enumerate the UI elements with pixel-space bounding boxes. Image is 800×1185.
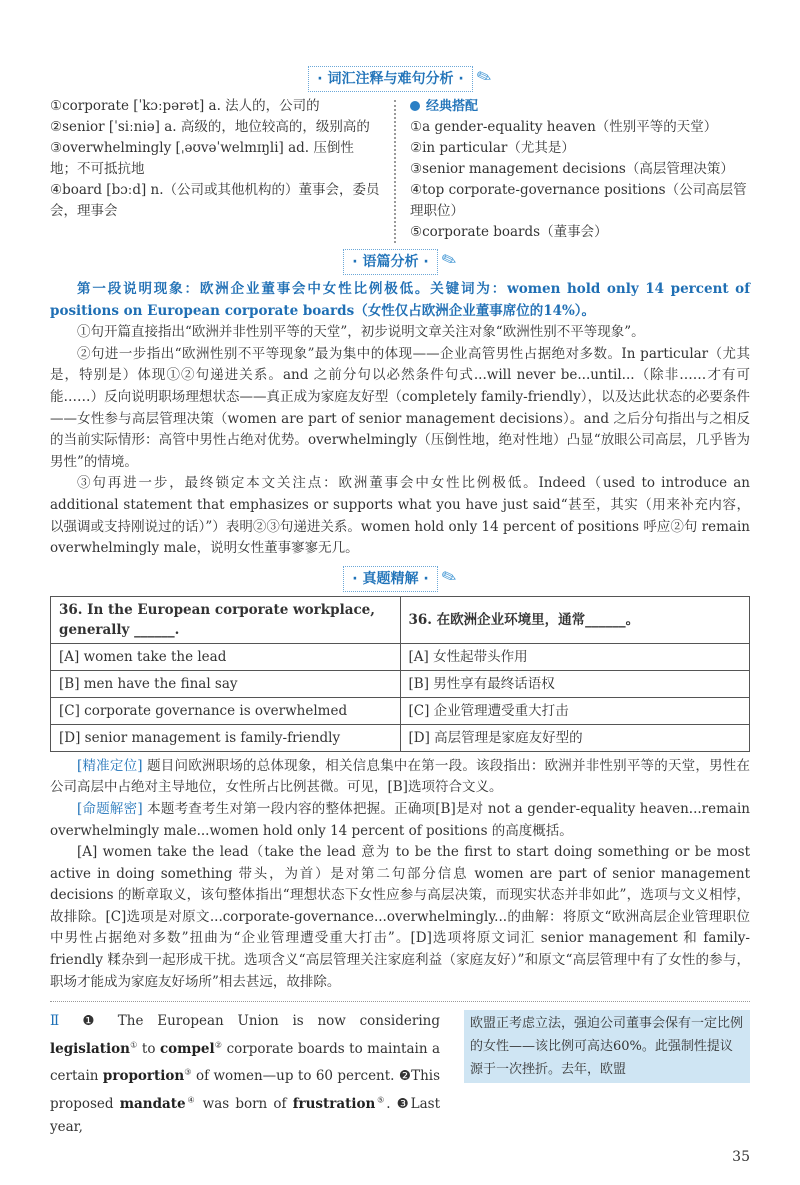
vocab-item: ①corporate [ˈkɔːpərət] a. 法人的，公司的	[50, 98, 320, 114]
question-stem-en: 36. In the European corporate workplace, generally ______.	[51, 596, 401, 643]
vocab-list	[50, 96, 380, 222]
option-en: [A] women take the lead	[51, 643, 401, 670]
section-header-vocab: · 词汇注释与难句分析 · ✎	[50, 66, 750, 92]
collocation-item: ⑤corporate boards（董事会）	[410, 224, 608, 240]
analysis-paragraph: ②句进一步指出“欧洲性别不平等现象”最为集中的体现——企业高管男性占据绝对多数。In particular（尤其是，特别是）体现①②句递进关系。and 之前分句以必然条件句式...will never be...until...（除非……才有可能……）反向说明职场理想状态——真正成为家庭友好型（completely family-friendly），以及达此状态的必要条件——女性参与高层管理决策（women are part of senior management decisions）。and 之后分句指出与之相反的当前实际情形：高管中男性占绝对优势。overwhelmingly（压倒性地，绝对性地）凸显“放眼公司高层，几乎皆为男性”的情境。	[50, 345, 750, 470]
locate-tag: [精准定位]	[77, 757, 143, 774]
analysis	[50, 279, 750, 560]
decode-tag: [命题解密]	[77, 800, 143, 817]
vocab-item: ②senior [ˈsiːniə] a. 高级的，地位较高的，级别高的	[50, 119, 370, 135]
passage-text: . ❸Last year,	[50, 1095, 441, 1135]
collocation-item: ①a gender-equality heaven（性别平等的天堂）	[410, 119, 718, 135]
passage-text: to	[137, 1040, 160, 1057]
section-header-discourse: · 语篇分析 · ✎	[50, 249, 750, 275]
wavy-divider	[394, 100, 396, 243]
explanation-distractors: [A] women take the lead（take the lead 意为 to be the first to start doing something or be most active in doing something 带头，为首）是对第二句部分信息 women are part of senior management decisions 的断章取义，该句整体指出“理想状态下女性应参与高层决策，而现实状态并非如此”，选项与文义相悖，故排除。[C]选项是对原文...corporate-governance...overwhelmingly...的曲解：将原文“欧洲高层企业管理职位中男性占据绝对多数”扭曲为“企业管理遭受重大打击”。[D]选项将原文词汇 senior management 和 family-friendly 糅杂到一起形成干扰。选项含义“高层管理关注家庭利益（家庭友好）”和原文“高层管理中有了女性的参与，职场才能成为家庭友好场所”相去甚远，故排除。	[50, 844, 750, 990]
section-header-exam: · 真题精解 · ✎	[50, 566, 750, 592]
vocab-keyword: compel	[159, 1040, 215, 1057]
passage-text: of women—up to 60 percent. ❷This proposed	[50, 1068, 441, 1112]
passage-text: was born of	[196, 1095, 293, 1112]
collocation-item: ③senior management decisions（高层管理决策）	[410, 161, 734, 177]
footnote-marker: ①	[129, 1040, 138, 1050]
option-en: [C] corporate governance is overwhelmed	[51, 697, 401, 724]
option-zh: [B] 男性享有最终话语权	[400, 670, 750, 697]
footnote-marker: ⑤	[375, 1095, 387, 1105]
vocab-item: ③overwhelmingly [ˌəʊvəˈwelmɪŋli] ad. 压倒性地；不可抵抗地	[50, 140, 354, 177]
explanation-locate: [精准定位] 题目问欧洲职场的总体现象，相关信息集中在第一段。该段指出：欧洲并非性别平等的天堂，男性在公司高层中占绝对主导地位，女性所占比例甚微。可见，[B]选项符合文义。	[50, 757, 750, 796]
passage-text: corporate boards to maintain a certain	[50, 1040, 441, 1085]
option-en: [B] men have the final say	[51, 670, 401, 697]
vocab-keyword: proportion	[102, 1068, 185, 1085]
passage-translation: 欧盟正考虑立法，强迫公司董事会保有一定比例的女性——该比例可高达60%。此强制性提议源于一次挫折。去年，欧盟	[464, 1010, 750, 1083]
passage-label: Ⅱ	[50, 1013, 69, 1030]
vocab-keyword: legislation	[50, 1040, 130, 1057]
option-en: [D] senior management is family-friendly	[51, 724, 401, 751]
footnote-marker: ④	[185, 1095, 197, 1105]
collocation-item: ④top corporate-governance positions（公司高层管理职位）	[410, 182, 747, 219]
vocab-block	[50, 96, 750, 243]
page-number: 35	[732, 1148, 750, 1165]
collocation-item: ②in particular（尤其是）	[410, 140, 575, 156]
collocations-title: 经典搭配	[426, 99, 479, 114]
explanation-decode: [命题解密] 本题考查考生对第一段内容的整体把握。正确项[B]是对 not a gender-equality heaven...remain overwhelmingly male...women hold only 14 percent of positions 的高度概括。	[50, 800, 750, 839]
option-zh: [D] 高层管理是家庭友好型的	[400, 724, 750, 751]
option-zh: [A] 女性起带头作用	[400, 643, 750, 670]
pen-icon: ✎	[473, 65, 495, 90]
dotted-divider	[50, 1001, 750, 1002]
explanation	[50, 756, 750, 994]
footnote-marker: ②	[214, 1040, 223, 1050]
question-table	[50, 596, 750, 752]
footnote-marker: ③	[184, 1067, 192, 1077]
passage-text: ❶ The European Union is now considering	[82, 1013, 440, 1030]
analysis-summary: 第一段说明现象：欧洲企业董事会中女性比例极低。关键词为：women hold only 14 percent of positions on European corporate boards（女性仅占欧洲企业董事席位的14%）。	[50, 281, 750, 319]
bullet-icon	[410, 101, 420, 111]
passage-excerpt	[50, 1010, 440, 1139]
collocations	[410, 96, 750, 243]
pen-icon: ✎	[438, 564, 460, 590]
pen-icon: ✎	[438, 248, 460, 273]
question-stem-zh: 36. 在欧洲企业环境里，通常______。	[400, 596, 750, 643]
option-zh: [C] 企业管理遭受重大打击	[400, 697, 750, 724]
vocab-item: ④board [bɔːd] n.（公司或其他机构的）董事会，委员会，理事会	[50, 182, 380, 219]
vocab-keyword: frustration	[292, 1095, 376, 1112]
analysis-paragraph: ③句再进一步，最终锁定本文关注点：欧洲董事会中女性比例极低。Indeed（used to introduce an additional statement that emphasizes or supports what you have just said“甚至，其实（用来补充内容，以强调或支持刚说过的话）”）表明②③句递进关系。women hold only 14 percent of positions 呼应②句 remain overwhelmingly male，说明女性董事寥寥无几。	[50, 475, 750, 557]
analysis-paragraph: ①句开篇直接指出“欧洲并非性别平等的天堂”，初步说明文章关注对象“欧洲性别不平等现象”。	[77, 324, 645, 341]
vocab-keyword: mandate	[119, 1095, 186, 1112]
passage-row	[50, 1010, 750, 1139]
